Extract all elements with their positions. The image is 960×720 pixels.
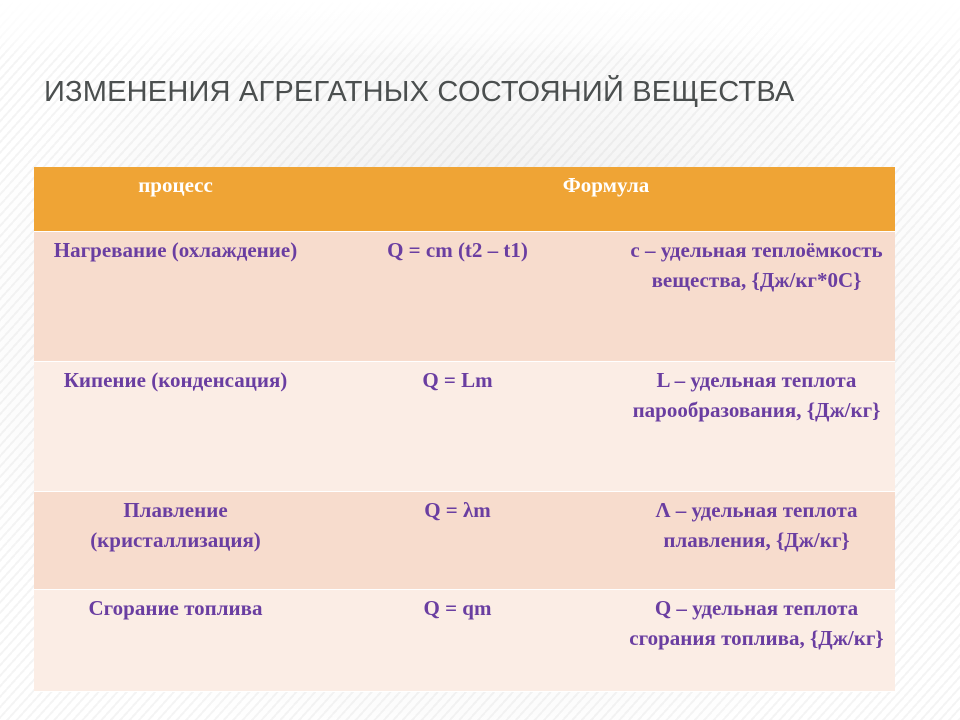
formula-table-grid: [34, 167, 895, 692]
cell-formula: Q = qm: [317, 590, 620, 692]
table-row: [34, 232, 895, 362]
table-row: [34, 590, 895, 692]
cell-process: Плавление (кристаллизация): [34, 492, 317, 590]
table-row: [34, 362, 895, 492]
formula-table: [34, 167, 895, 686]
cell-process: Кипение (конденсация): [34, 362, 317, 492]
cell-description: Q – удельная теплота сгорания топлива, {Дж/кг}: [620, 590, 895, 692]
cell-process: Сгорание топлива: [34, 590, 317, 692]
cell-formula: Q = λm: [317, 492, 620, 590]
cell-formula: Q = Lm: [317, 362, 620, 492]
header-process: процесс: [34, 167, 317, 232]
cell-description: L – удельная теплота парообразования, {Дж/кг}: [620, 362, 895, 492]
cell-formula: Q = cm (t2 – t1): [317, 232, 620, 362]
table-header-row: [34, 167, 895, 232]
table-row: [34, 492, 895, 590]
cell-process: Нагревание (охлаждение): [34, 232, 317, 362]
background-fade: [0, 0, 960, 60]
slide-title: ИЗМЕНЕНИЯ АГРЕГАТНЫХ СОСТОЯНИЙ ВЕЩЕСТВА: [44, 76, 795, 108]
header-formula: Формула: [317, 167, 895, 232]
cell-description: Λ – удельная теплота плавления, {Дж/кг}: [620, 492, 895, 590]
cell-description: c – удельная теплоёмкость вещества, {Дж/кг*0С}: [620, 232, 895, 362]
